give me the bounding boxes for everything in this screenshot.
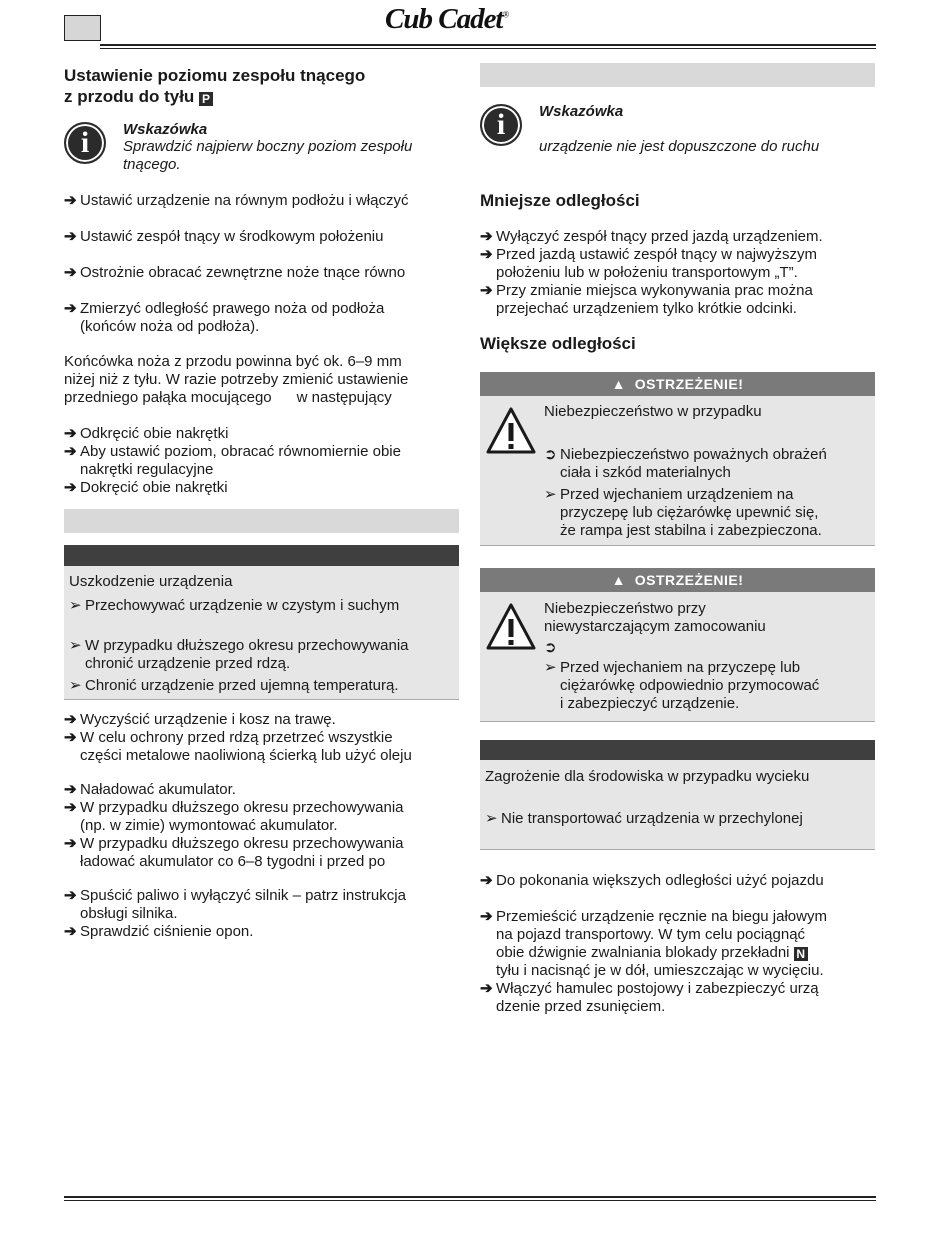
- step-item: ➔ Włączyć hamulec postojowy i zabezpieczyć urzą: [480, 980, 819, 997]
- heading-small-distances: Mniejsze odległości: [480, 191, 640, 210]
- section-header-bar: [64, 509, 459, 533]
- caution-box: Uszkodzenie urządzenia ➢ Przechowywać urządzenie w czystym i suchym ➢ W przypadku dłuższego okresu przechowywania chronić urządzenie przed rdzą. ➢ Chronić urządzenie przed ujemną temperaturą.: [64, 566, 459, 700]
- header-rule-thin: [100, 48, 876, 49]
- warning-triangle-icon: ▲: [611, 376, 626, 392]
- step-item: ➔ Spuścić paliwo i wyłączyć silnik – patrz instrukcja: [64, 887, 406, 904]
- step-item: ➔ Naładować akumulator.: [64, 781, 236, 798]
- warning-box: Niebezpieczeństwo przy niewystarczającym zamocowaniu ➲ ➢ Przed wjechaniem na przyczepę lub ciężarówkę odpowiednio przymocować i zabezpieczyć urządzenie.: [480, 592, 875, 722]
- note-title: Wskazówka: [123, 121, 208, 138]
- steps-large-distances: ➔ Do pokonania większych odległości użyć pojazdu ➔ Przemieścić urządzenie ręcznie na biegu jałowym na pojazd transportowy. W tym celu pociągnąć obie dźwignie zwalniania blokady przekładni N tyłu i nacisnąć je w dół, umieszczając w wycięciu. ➔ Włączyć hamulec postojowy i zabezpieczyć urzą dzenie przed zsunięciem.: [480, 872, 827, 1015]
- step-item: ➔ W celu ochrony przed rdzą przetrzeć wszystkie: [64, 729, 393, 746]
- header-rule: [100, 44, 876, 46]
- step-item: ➔ W przypadku dłuższego okresu przechowywania: [64, 835, 404, 852]
- info-icon: i: [64, 122, 106, 164]
- caution-item: ➢ W przypadku dłuższego okresu przechowywania: [69, 637, 409, 654]
- badge-p: P: [199, 92, 213, 106]
- step-item: ➔ Ustawić zespół tnący w środkowym położeniu: [64, 228, 384, 245]
- warning-consequence-icon: ➲: [544, 639, 557, 656]
- note-title: Wskazówka: [539, 103, 624, 120]
- warning-title: Niebezpieczeństwo w przypadku: [544, 403, 762, 420]
- step-item: ➔ Ustawić urządzenie na równym podłożu i włączyć: [64, 192, 409, 209]
- step-item: ➔ Wyczyścić urządzenie i kosz na trawę.: [64, 711, 336, 728]
- warning-box: Niebezpieczeństwo w przypadku ➲ Niebezpieczeństwo poważnych obrażeń ciała i szkód materialnych ➢ Przed wjechaniem urządzeniem na przyczepę lub ciężarówkę upewnić się, że rampa jest stabilna i zabezpieczona.: [480, 396, 875, 546]
- footer-rule: [64, 1196, 876, 1198]
- step-item: ➔ Wyłączyć zespół tnący przed jazdą urządzeniem.: [480, 228, 823, 245]
- steps-level: ➔ Ustawić urządzenie na równym podłożu i włączyć ➔ Ustawić zespół tnący w środkowym położeniu ➔ Ostrożnie obracać zewnętrzne noże tnące równo ➔ Zmierzyć odległość prawego noża od podłoża (końców noża od podłoża).: [64, 192, 409, 335]
- note-block: Wskazówka urządzenie nie jest dopuszczone do ruchu: [539, 103, 875, 156]
- steps-storage: ➔ Wyczyścić urządzenie i kosz na trawę. ➔ W celu ochrony przed rdzą przetrzeć wszystkie części metalowe naoliwioną ścierką lub użyć oleju ➔ Naładować akumulator. ➔ W przypadku dłuższego okresu przechowywania (np. w zimie) wymontować akumulator. ➔ W przypadku dłuższego okresu przechowywania ładować akumulator co 6–8 tygodni i przed po ➔ Spuścić paliwo i wyłączyć silnik – patrz instrukcja obsługi silnika. ➔ Sprawdzić ciśnienie opon.: [64, 711, 412, 940]
- step-item: ➔ Przed jazdą ustawić zespół tnący w najwyższym: [480, 246, 817, 263]
- step-item: ➔ Przy zmianie miejsca wykonywania prac można: [480, 282, 813, 299]
- section-header-bar: [480, 63, 875, 87]
- heading-large-distances: Większe odległości: [480, 334, 636, 353]
- caution-title: Uszkodzenie urządzenia: [69, 573, 233, 590]
- footer-rule-thin: [64, 1200, 876, 1201]
- step-item: ➔ Odkręcić obie nakrętki: [64, 425, 229, 442]
- warning-consequence: ➲ Niebezpieczeństwo poważnych obrażeń: [544, 446, 827, 463]
- environment-header: [480, 740, 875, 760]
- warning-sign-icon: [486, 406, 536, 456]
- warning-header: ▲ OSTRZEŻENIE!: [480, 568, 875, 592]
- page-number-box: [64, 15, 101, 41]
- info-icon: i: [480, 104, 522, 146]
- step-item: ➔ Aby ustawić poziom, obracać równomiernie obie: [64, 443, 401, 460]
- steps-nuts: ➔ Odkręcić obie nakrętki ➔ Aby ustawić poziom, obracać równomiernie obie nakrętki regulacyjne ➔ Dokręcić obie nakrętki: [64, 425, 401, 496]
- badge-n: N: [794, 947, 808, 961]
- paragraph-blade: Końcówka noża z przodu powinna być ok. 6–9 mm niżej niż z tyłu. W razie potrzeby zmienić ustawienie przedniego pałąka mocującego w następujący: [64, 353, 409, 406]
- caution-item: ➢ Chronić urządzenie przed ujemną temperaturą.: [69, 677, 399, 694]
- warning-triangle-icon: ▲: [611, 572, 626, 588]
- step-item: ➔ Zmierzyć odległość prawego noża od podłoża: [64, 300, 385, 317]
- section-heading-level: Ustawienie poziomu zespołu tnącego z przodu do tyłu P: [64, 66, 366, 106]
- environment-box: [480, 760, 875, 850]
- steps-small-distances: ➔ Wyłączyć zespół tnący przed jazdą urządzeniem. ➔ Przed jazdą ustawić zespół tnący w najwyższym położeniu lub w położeniu transportowym „T”. ➔ Przy zmianie miejsca wykonywania prac można przejechać urządzeniem tylko krótkie odcinki.: [480, 228, 823, 317]
- step-item: ➔ Przemieścić urządzenie ręcznie na biegu jałowym: [480, 908, 827, 925]
- step-item: ➔ Sprawdzić ciśnienie opon.: [64, 923, 254, 940]
- warning-measure: ➢ Przed wjechaniem na przyczepę lub: [544, 659, 801, 676]
- step-item: ➔ Ostrożnie obracać zewnętrzne noże tnące równo: [64, 264, 406, 281]
- warning-sign-icon: [486, 602, 536, 652]
- environment-title: Zagrożenie dla środowiska w przypadku wycieku: [485, 768, 810, 785]
- step-item: ➔ Dokręcić obie nakrętki: [64, 479, 228, 496]
- brand-logo: Cub Cadet®: [385, 3, 509, 35]
- note-block: Wskazówka Sprawdzić najpierw boczny poziom zespołu tnącego.: [123, 121, 463, 174]
- environment-item: ➢ Nie transportować urządzenia w przechylonej: [485, 810, 803, 827]
- step-item: ➔ Do pokonania większych odległości użyć pojazdu: [480, 872, 824, 889]
- caution-item: ➢ Przechowywać urządzenie w czystym i suchym: [69, 597, 400, 614]
- warning-title: Niebezpieczeństwo przy: [544, 600, 706, 617]
- step-item: ➔ W przypadku dłuższego okresu przechowywania: [64, 799, 404, 816]
- caution-header: [64, 545, 459, 566]
- warning-header: ▲ OSTRZEŻENIE!: [480, 372, 875, 396]
- warning-measure: ➢ Przed wjechaniem urządzeniem na: [544, 486, 794, 503]
